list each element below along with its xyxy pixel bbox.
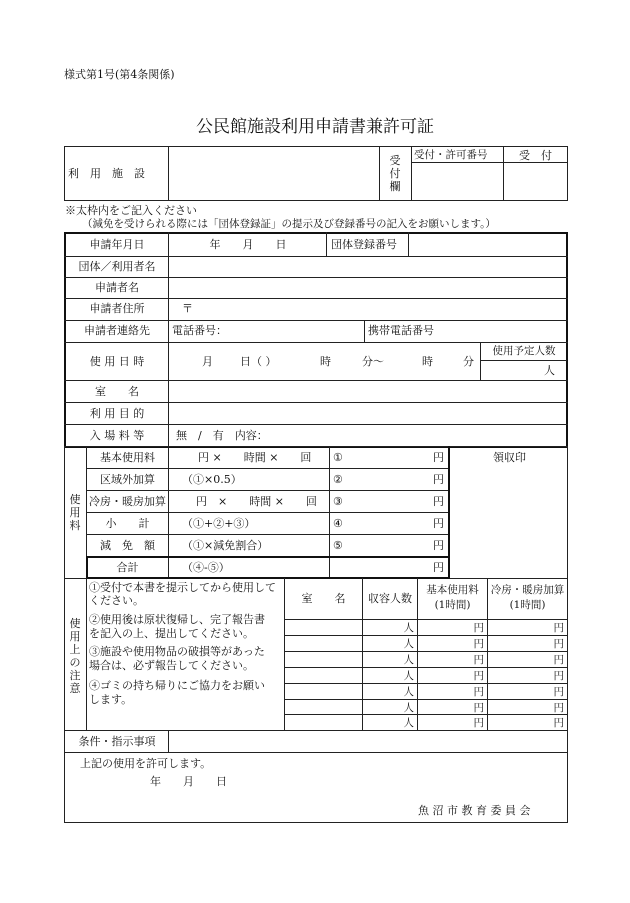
basic-fee-unit: 円 xyxy=(473,622,484,634)
caution-2-cont: を記入の上、提出してください。 xyxy=(89,627,254,640)
phone-label: 電話番号： xyxy=(172,324,227,337)
hvac-fee-unit: 円 xyxy=(553,654,564,666)
fees-section-label: 使 用 料 xyxy=(69,493,81,532)
contact-label: 申請者連絡先 xyxy=(84,324,150,337)
caution-4-cont: します。 xyxy=(89,693,133,706)
fee-row-number: ④ xyxy=(333,517,343,530)
fee-row-label: 小 計 xyxy=(105,517,150,530)
date-value[interactable]: 年 月 日 xyxy=(209,238,287,251)
usage-month-unit: 月 xyxy=(202,355,213,368)
basic-fee-header: 基本使用料 xyxy=(426,584,479,596)
group-registration-label: 団体登録番号 xyxy=(331,238,397,251)
fee-row-number: ② xyxy=(333,473,343,486)
notes-line1: ※太枠内をご記入ください xyxy=(65,204,197,217)
receipt-stamp-area xyxy=(451,468,566,576)
usage-day-unit: 日（ ） xyxy=(240,355,277,368)
caution-3: ③施設や使用物品の破損等があった xyxy=(89,645,265,658)
usage-hour-end-unit: 時 xyxy=(422,355,433,368)
planned-users-unit: 人 xyxy=(544,364,555,377)
capacity-header: 収容人数 xyxy=(368,592,412,605)
usage-datetime-label: 使 用 日 時 xyxy=(89,355,145,368)
reception-label: 受 付 xyxy=(519,149,552,162)
fee-row-formula: 円 × 時間 × 回 xyxy=(198,451,312,464)
facility-field[interactable] xyxy=(169,147,378,199)
group-user-label: 団体／利用者名 xyxy=(78,260,156,273)
fee-row-unit: 円 xyxy=(433,495,444,508)
basic-fee-unit: 円 xyxy=(473,702,484,714)
notes-line2: （減免を受けられる際には「団体登録証」の提示及び登録番号の記入をお願いします。） xyxy=(82,218,496,230)
fee-row-number: ③ xyxy=(333,495,343,508)
permit-number-label: 受付・許可番号 xyxy=(414,149,488,161)
hvac-fee-unit: 円 xyxy=(553,717,564,729)
cautions-section-label: 使 用 上 の 注 意 xyxy=(69,617,81,695)
caution-3-cont: 場合は、必ず報告してください。 xyxy=(89,659,254,672)
hvac-fee-unit: 円 xyxy=(553,686,564,698)
fee-row-number: ⑤ xyxy=(333,539,343,552)
fee-row-unit: 円 xyxy=(433,561,444,574)
fee-row-unit: 円 xyxy=(433,539,444,552)
purpose-field[interactable] xyxy=(169,403,565,423)
postal-mark: 〒 xyxy=(182,302,193,315)
basic-fee-unit: 円 xyxy=(473,717,484,729)
room-field[interactable] xyxy=(169,381,565,401)
address-field[interactable] xyxy=(196,299,565,319)
permit-number-field[interactable] xyxy=(412,163,502,199)
basic-fee-unit: 円 xyxy=(473,638,484,650)
fee-row-label: 合計 xyxy=(116,561,139,574)
room-label: 室 名 xyxy=(95,385,139,398)
usage-minute-start-unit: 分～ xyxy=(362,355,384,368)
purpose-label: 利 用 目 的 xyxy=(89,407,145,420)
hvac-fee-unit: 円 xyxy=(553,702,564,714)
fee-row-label: 冷房・暖房加算 xyxy=(89,495,166,508)
fee-row-label: 減 免 額 xyxy=(100,539,155,552)
date-label: 申請年月日 xyxy=(89,238,145,251)
fee-row-number: ① xyxy=(333,451,343,464)
capacity-unit: 人 xyxy=(403,622,414,634)
group-user-field[interactable] xyxy=(169,257,565,276)
basic-fee-unit: 円 xyxy=(473,654,484,666)
applicant-name-field[interactable] xyxy=(169,278,565,297)
hvac-fee-unit: 円 xyxy=(553,622,564,634)
basic-fee-unit: 円 xyxy=(473,670,484,682)
fee-row-formula: （①×0.5） xyxy=(182,473,242,486)
capacity-unit: 人 xyxy=(403,654,414,666)
fee-row-formula: 円 × 時間 × 回 xyxy=(196,495,317,508)
basic-fee-per-hour: (1時間) xyxy=(434,599,471,611)
planned-users-label: 使用予定人数 xyxy=(492,345,556,357)
admission-value[interactable]: 無 / 有 内容： xyxy=(176,429,268,442)
receipt-stamp-label: 領収印 xyxy=(493,451,526,464)
group-registration-field[interactable] xyxy=(409,234,565,255)
applicant-name-label: 申請者名 xyxy=(95,281,139,294)
mobile-label: 携帯電話番号 xyxy=(368,324,434,337)
permission-text: 上記の使用を許可します。 xyxy=(80,757,212,770)
usage-minute-end-unit: 分 xyxy=(463,355,474,368)
fee-row-formula: （①×減免割合） xyxy=(182,539,269,552)
capacity-unit: 人 xyxy=(403,717,414,729)
caution-1-cont: ください。 xyxy=(89,594,144,607)
address-label: 申請者住所 xyxy=(89,302,145,315)
form-id: 様式第1号(第4条関係) xyxy=(64,68,175,81)
basic-fee-unit: 円 xyxy=(473,686,484,698)
fee-row-formula: （①+②+③） xyxy=(182,517,256,530)
capacity-unit: 人 xyxy=(403,638,414,650)
hvac-fee-unit: 円 xyxy=(553,670,564,682)
admission-label: 入 場 料 等 xyxy=(89,429,145,442)
page-title: 公民館施設利用申請書兼許可証 xyxy=(196,117,434,137)
issuer: 魚 沼 市 教 育 委 員 会 xyxy=(418,804,531,817)
hvac-fee-unit: 円 xyxy=(553,638,564,650)
caution-1: ①受付で本書を提示してから使用して xyxy=(89,581,276,594)
fee-row-unit: 円 xyxy=(433,473,444,486)
facility-label: 利 用 施 設 xyxy=(68,167,145,180)
conditions-field[interactable] xyxy=(169,731,566,751)
usage-hour-start-unit: 時 xyxy=(320,355,331,368)
room-header: 室 名 xyxy=(301,592,346,605)
caution-2: ②使用後は原状復帰し、完了報告書 xyxy=(89,613,265,626)
fee-row-formula: （④-⑤） xyxy=(182,561,230,574)
hvac-fee-per-hour: (1時間) xyxy=(509,599,546,611)
conditions-label: 条件・指示事項 xyxy=(78,735,156,748)
reception-field-label: 受 付 欄 xyxy=(389,154,401,193)
capacity-unit: 人 xyxy=(403,702,414,714)
fee-row-unit: 円 xyxy=(433,517,444,530)
fee-row-label: 基本使用料 xyxy=(100,451,155,464)
capacity-unit: 人 xyxy=(403,686,414,698)
capacity-unit: 人 xyxy=(403,670,414,682)
caution-4: ④ゴミの持ち帰りにご協力をお願い xyxy=(89,679,265,692)
permission-date: 年 月 日 xyxy=(150,775,227,788)
fee-row-unit: 円 xyxy=(433,451,444,464)
fee-row-label: 区域外加算 xyxy=(100,473,155,486)
hvac-fee-header: 冷房・暖房加算 xyxy=(490,584,565,596)
